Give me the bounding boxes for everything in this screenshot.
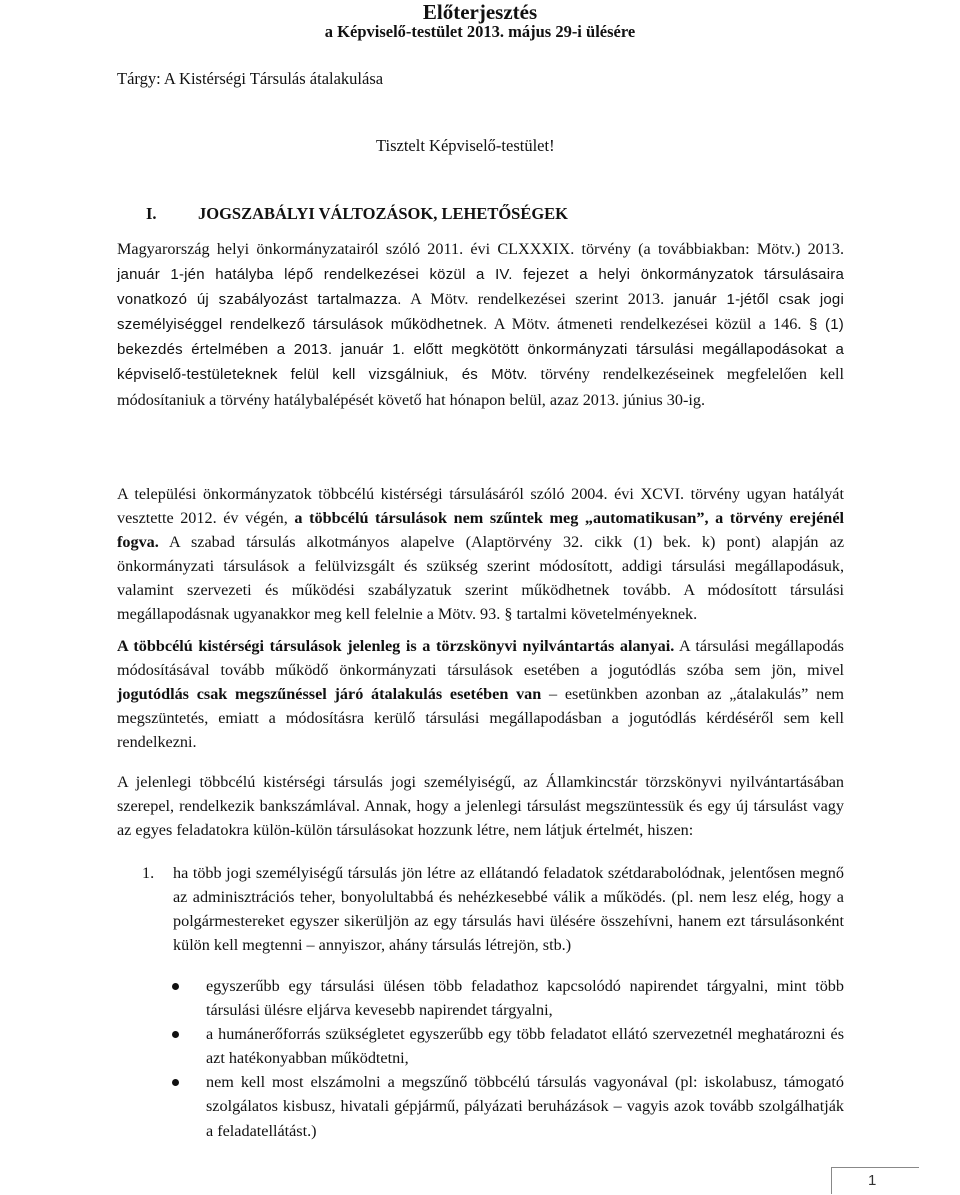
paragraph-text: törvény rendelkezéseinek megfelelően kell módosítaniuk a törvény hatálybalépését követő hat hónapon belül, azaz 2013. június 30-ig.: [117, 365, 844, 409]
paragraph-text: előtt megkötött önkormányzati társulási megállapodásokat a képviselő-testületeknek felül kell vizsgálniuk, és Mötv.: [117, 341, 845, 384]
paragraph-legal-changes: [117, 237, 844, 412]
list-item-text: egyszerűbb egy társulási ülésen több feladathoz kapcsolódó napirendet tárgyalni, mint több társulási ülésre eljárva kevesebb napirendet tárgyalni,: [206, 977, 844, 1020]
paragraph-multipurpose-association: [117, 482, 844, 627]
subject-label: Tárgy:: [117, 69, 161, 88]
paragraph-text: – esetünkben azonban az „átalakulás” nem megszüntetés, emiatt a módosításra kerülő társulási megállapodásban a jogutódlás kérdéséről sem kell rendelkezni.: [117, 685, 844, 752]
page-number-box: [831, 1167, 919, 1194]
bullet-icon: [172, 1031, 179, 1038]
paragraph-text: január 1-jétől csak jogi személyiséggel rendelkező társulások működhetnek.: [117, 291, 845, 334]
subject-line: [117, 69, 383, 89]
section-heading: [146, 204, 568, 224]
paragraph-emphasis: a többcélú társulások nem szűntek meg „automatikusan”, a törvény erejénél fogva.: [117, 509, 844, 552]
section-title: JOGSZABÁLYI VÁLTOZÁSOK, LEHETŐSÉGEK: [198, 204, 569, 223]
paragraph-text: Magyarország helyi önkormányzatairól szóló 2011. évi CLXXXIX. törvény (a továbbiakban: Mötv.) 2013.: [117, 240, 844, 258]
numbered-list-item: [142, 861, 844, 957]
paragraph-text: A települési önkormányzatok többcélú kistérségi társulásáról szóló 2004. évi XCVI. törvény ugyan hatályát vesztette 2012. év végén,: [117, 485, 844, 528]
list-item-text: nem kell most elszámolni a megszűnő többcélú társulás vagyonával (pl: iskolabusz, támogató szolgálatos kisbusz, hivatali gépjármű, pályázati beruházások – vagyis azok tovább szolgálhatják a feladatellátást.): [206, 1073, 844, 1140]
list-number: 1.: [142, 864, 155, 882]
list-item-text: a humánerőforrás szükségletet egyszerűbb egy több feladatot ellátó szervezetnél meghatározni és azt hatékonyabban működtetni,: [206, 1025, 844, 1068]
document-title: Előterjesztés: [422, 0, 538, 24]
paragraph-text: § (1) bekezdés értelmében a 2013. január 1.: [117, 316, 844, 359]
list-item: [168, 1022, 844, 1070]
bullet-icon: [172, 1079, 179, 1086]
paragraph-emphasis: jogutódlás csak megszűnéssel járó átalakulás esetében van: [117, 685, 542, 704]
bullet-icon: [172, 983, 179, 990]
list-item: [168, 1070, 844, 1142]
paragraph-text: A szabad társulás alkotmányos alapelve (Alaptörvény 32. cikk (1) bek. k) pont) alapján az önkormányzati társulások a felülvizsgált és szükség szerint módosított, addigi társulási megállapodásuk, valamint szervezeti és működési szabályzatuk szerint működhetnek tovább. A módosított társulási megállapodásnak ugyanakkor meg kell felelnie a Mötv. 93. § tartalmi követelményeknek.: [117, 533, 844, 624]
section-number: I.: [146, 204, 157, 223]
paragraph-emphasis: A többcélú kistérségi társulások jelenleg is a törzskönyvi nyilvántartás alanyai.: [117, 637, 675, 655]
document-subtitle: a Képviselő-testület 2013. május 29-i ülésére: [324, 22, 636, 41]
paragraph-text: A Mötv. átmeneti rendelkezései közül a 146.: [487, 315, 802, 334]
greeting: Tisztelt Képviselő-testület!: [376, 136, 555, 155]
list-item: [168, 974, 844, 1022]
paragraph-text: A társulási megállapodás módosításával tovább működő önkormányzati társulások esetében a jogutódlás szóba sem jön, mivel: [117, 637, 844, 680]
paragraph-current-association: A jelenlegi többcélú kistérségi társulás jogi személyiségű, az Államkincstár törzskönyvi nyilvántartásában szerepel, rendelkezik bankszámlával. Annak, hogy a jelenlegi társulást megszüntessük és egy új társulást vagy az egyes feladatokra külön-külön társulásokat hozzunk létre, nem látjuk értelmét, hiszen:: [117, 773, 844, 840]
paragraph-registry: [117, 634, 844, 754]
bullet-list: [168, 974, 844, 1143]
list-item-text: ha több jogi személyiségű társulás jön létre az ellátandó feladatok szétdarabolódnak, jelentősen megnő az adminisztrációs teher, bonyolultabbá és nehézkesebbé válik a működés. (pl. nem lesz elég, hogy a polgármestereket egyszer sikerüljön az egy társulás havi ülésére összehívni, hanem ezt társulásonként külön kell megtenni – annyiszor, ahány társulás létrejön, stb.): [173, 864, 844, 955]
paragraph-text: A Mötv. rendelkezései szerint 2013.: [401, 290, 665, 309]
paragraph-text: január 1-jén hatályba lépő rendelkezései közül a IV. fejezet a helyi önkormányzatok társulásaira vonatkozó új szabályozást tartalmazza.: [117, 266, 844, 309]
subject-text: A Kistérségi Társulás átalakulása: [163, 69, 384, 88]
page-number: 1: [868, 1172, 877, 1189]
